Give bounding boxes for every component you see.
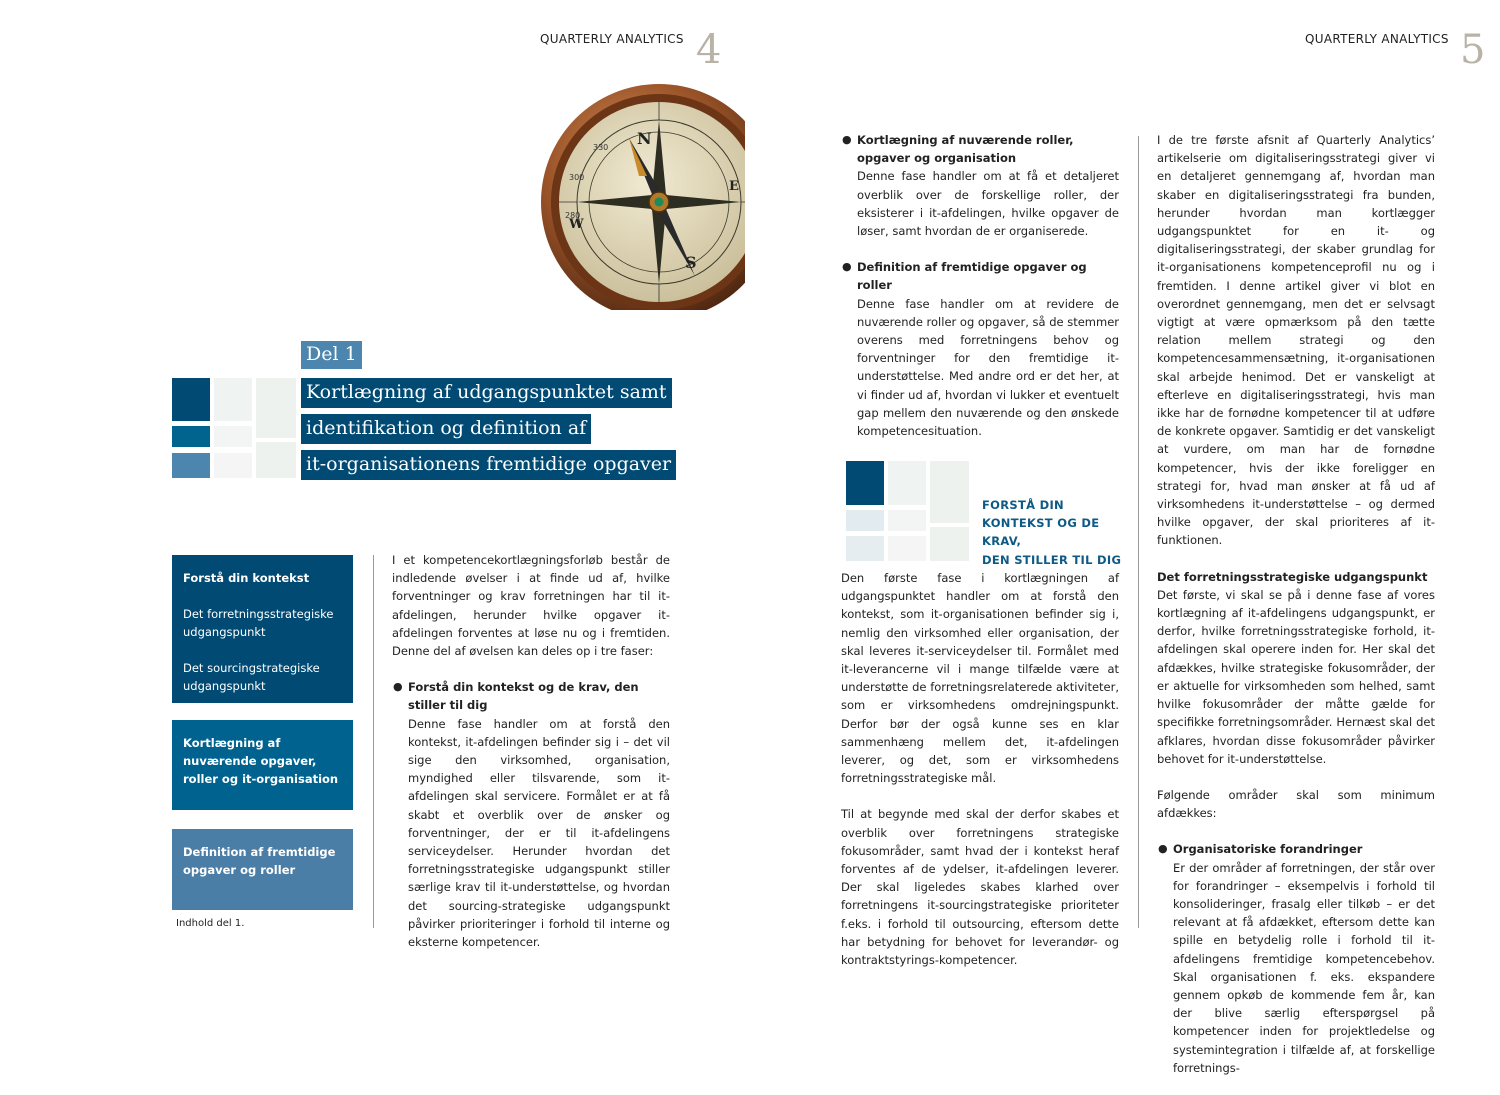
deco-square — [214, 426, 252, 447]
toc-item-definition: Definition af fremtidige opgaver og roller — [183, 845, 336, 877]
bullet-body: Denne fase handler om at revidere de nuværende roller og opgaver, så de stemmer overens med forretningens behov og forventninger for den fremtidige it-understøttelse. Med andre ord er det her, at vi finder ud af, hvordan vi lukker et eventuelt gap mellem den nuværende og den ønskede kompetencesituation. — [857, 296, 1120, 439]
deco-square — [930, 461, 969, 523]
bullet-dot: ● — [842, 133, 852, 146]
svg-text:S: S — [685, 253, 697, 272]
title-line-3: it-organisationens fremtidige opgaver — [301, 450, 676, 480]
toc-box-mapping — [172, 720, 353, 810]
left-column-text — [392, 551, 670, 969]
title-line-1: Kortlægning af udgangspunktet samt — [301, 378, 672, 408]
bullet-dot: ● — [393, 680, 403, 694]
column2-subheading: Det forretningsstrategiske udgangspunkt — [1157, 569, 1428, 584]
page-number-left: 4 — [696, 27, 722, 73]
toc-item-business-strategy: Det forretningsstrategiske udgangspunkt — [183, 607, 334, 639]
toc-box-definition — [172, 829, 353, 910]
deco-square — [888, 510, 926, 531]
right-column-1-bottom — [841, 569, 1119, 987]
toc-item-mapping: Kortlægning af nuværende opgaver, roller og it-organisation — [183, 736, 339, 786]
section-heading-line: KONTEKST OG DE — [982, 516, 1100, 531]
deco-square — [846, 510, 884, 531]
svg-text:330: 330 — [593, 143, 609, 152]
bullet-context — [392, 678, 670, 951]
column2-paragraph-3: Følgende områder skal som minimum afdækkes: — [1157, 787, 1435, 821]
svg-text:W: W — [569, 217, 584, 232]
bullet-body: Er der områder af forretningen, der står over for forandringer – eksempelvis i forhold til konsolideringer, frasalg eller tilkøb – er det relevant at få afdækket, eftersom dette kan spille en betydelig rolle i forhold til it-afdelingens fremtidige kompetencebehov. Skal organisationen f. eks. ekspandere gennem opkøb de kommende fem år, kan der blive særlig efterspørgsel på kompetencer inden for projektledelse og systemintegration i tilfælde af, at forskellige forretnings- — [1173, 860, 1435, 1075]
column-divider-left — [373, 555, 374, 928]
column-divider-right — [1138, 136, 1139, 928]
svg-text:300: 300 — [569, 173, 585, 182]
deco-square — [256, 442, 296, 478]
compass-image — [525, 80, 745, 310]
bullet-body: Denne fase handler om at få et detaljeret overblik over de forskellige roller, der eksisterer i it-afdelingen, hvilke opgaver de løser, samt hvordan de er organiserede. — [857, 169, 1119, 239]
bullet-mapping — [841, 131, 1119, 240]
section-heading-line: DEN STILLER TIL DIG — [982, 552, 1122, 567]
deco-square — [888, 461, 926, 505]
deco-square — [256, 378, 296, 438]
part-label — [301, 341, 362, 369]
right-column-1-top — [841, 131, 1119, 458]
del-label: Del 1 — [301, 341, 362, 369]
column2-paragraph-2: Det første, vi skal se på i denne fase af vores kortlægning af it-afdelingens udgangspunkt, er derfor, hvilke forretningsstrategiske forhold, it-afdelingen skal operere inden for. Her skal det afdækkes, hvilke strategiske fokusområder, der er aktuelle for virksomheden som helhed, samt hvilke fokusområder der måtte gælde for specifikke forretningsområder. Hernæst skal det afklares, hvordan disse fokusområder påvirker behovet for it-understøttelse. — [1157, 587, 1435, 766]
bullet-body: Denne fase handler om at forstå den kontekst, it-afdelingen befinder sig i – det vil sige den virksomhed, organisation, myndighed eller tilsvarende, som it-afdelingen skal servicere. Formålet er at få skabt et overblik over de ønsker og forventninger, der er til it-afdelingens serviceydelser. Herunder hvordan det forretningsstrategiske udgangspunkt stiller særlige krav til it-understøttelse, og hvordan det sourcing-strategiske udgangspunkt påvirker prioriteringer i forhold til interne og eksterne kompetencer. — [408, 716, 670, 950]
part-title — [301, 378, 681, 480]
svg-text:280: 280 — [565, 211, 581, 220]
page-number-right: 5 — [1460, 27, 1486, 73]
svg-text:E: E — [729, 179, 739, 194]
section-paragraph-1: Den første fase i kortlægningen af udgangspunktet handler om at forstå den kontekst, som it-organisationen befinder sig i, nemlig den virksomhed eller organisation, der skal leveres it-serviceydelser til. Formålet med it-leverancerne vil i mange tilfælde være at understøtte de forretningsrelaterede aktiviteter, som er virksomhedens omdrejningspunkt. Derfor bør der også kunne ses en klar sammenhæng mellem det, it-afdelingen leverer, og det, som er virksomhedens forretningsstrategiske mål. — [841, 571, 1119, 786]
svg-text:N: N — [637, 129, 652, 148]
right-column-2 — [1157, 131, 1435, 1095]
bullet-title: Kortlægning af nuværende roller, opgaver og organisation — [857, 133, 1074, 166]
toc-item-context: Forstå din kontekst — [183, 571, 310, 585]
section-paragraph-2: Til at begynde med skal der derfor skabes et overblik over forretningens strategiske fokusområder, samt hvad der i kontekst heraf forventes af de ydelser, it-afdelingen leverer. Der skal ligeledes skabes klarhed over forretningens it-sourcingstrategiske prioriteter f.eks. i forhold til outsourcing, eftersom dette har betydning for behovet for leverandør- og kontraktstyrings-kompetencer. — [841, 807, 1119, 968]
deco-square — [172, 426, 210, 447]
bullet-organisational-change — [1157, 840, 1435, 1077]
bullet-definition — [841, 258, 1119, 440]
deco-square — [846, 461, 884, 505]
column2-section — [1157, 568, 1435, 768]
bullet-dot: ● — [1158, 842, 1168, 856]
deco-square — [846, 536, 884, 561]
intro-paragraph: I et kompetencekortlægningsforløb består de indledende øvelser i at finde ud af, hvilke forventninger og krav forretningen har til it-afdelingen, herunder hvilke opgaver it-afdelingen forventes at løse nu og i fremtiden. Denne del af øvelsen kan deles op i tre faser: — [392, 553, 670, 659]
running-header-right: QUARTERLY ANALYTICS — [1305, 32, 1449, 46]
section-heading-line: KRAV, — [982, 534, 1022, 549]
deco-square — [930, 527, 969, 561]
section-heading — [982, 496, 1122, 569]
bullet-title: Forstå din kontekst og de krav, den stiller til dig — [408, 680, 639, 713]
running-header-left: QUARTERLY ANALYTICS — [540, 32, 684, 46]
deco-square — [172, 453, 210, 478]
deco-square — [214, 453, 252, 478]
bullet-title: Definition af fremtidige opgaver og roller — [857, 260, 1087, 293]
toc-caption: Indhold del 1. — [176, 918, 245, 929]
deco-square — [214, 378, 252, 421]
deco-square — [172, 378, 210, 421]
column2-paragraph-1: I de tre første afsnit af Quarterly Analytics’ artikelserie om digitaliseringsstrategi giver vi en detaljeret gennemgang af, hvordan man skaber en digitaliseringsstrategi fra bunden, herunder hvordan man kortlægger udgangspunktet for en it- og digitaliseringsstrategi, der skaber grundlag for it-organisationens kompetenceprofil nu og i fremtiden. I denne artikel giver vi blot en overordnet gennemgang, men det er selvsagt vigtigt at være opmærksom på den tætte relation mellem strategi og den kompetencesammensætning, it-organisationen skal arbejde henimod. Det er vanskeligt at efterleve en digitaliseringsstrategi, hvis man ikke har de fornødne kompetencer til at udføre de konkrete opgaver. Samtidig er det vanskeligt at vurdere, om man har de fornødne kompetencer, hvis der ikke foreligger en strategi for, hvad man ønsker at få ud af virksomhedens it-understøttelse – og dermed hvilke opgaver, der skal prioriteres af it-funktionen. — [1157, 133, 1435, 548]
bullet-dot: ● — [842, 260, 852, 274]
title-line-2: identifikation og definition af — [301, 414, 591, 444]
toc-item-sourcing-strategy: Det sourcingstrategiske udgangspunkt — [183, 661, 320, 693]
toc-box-context — [172, 555, 353, 703]
bullet-title: Organisatoriske forandringer — [1173, 842, 1363, 857]
deco-square — [888, 536, 926, 561]
section-heading-line: FORSTÅ DIN — [982, 498, 1064, 512]
